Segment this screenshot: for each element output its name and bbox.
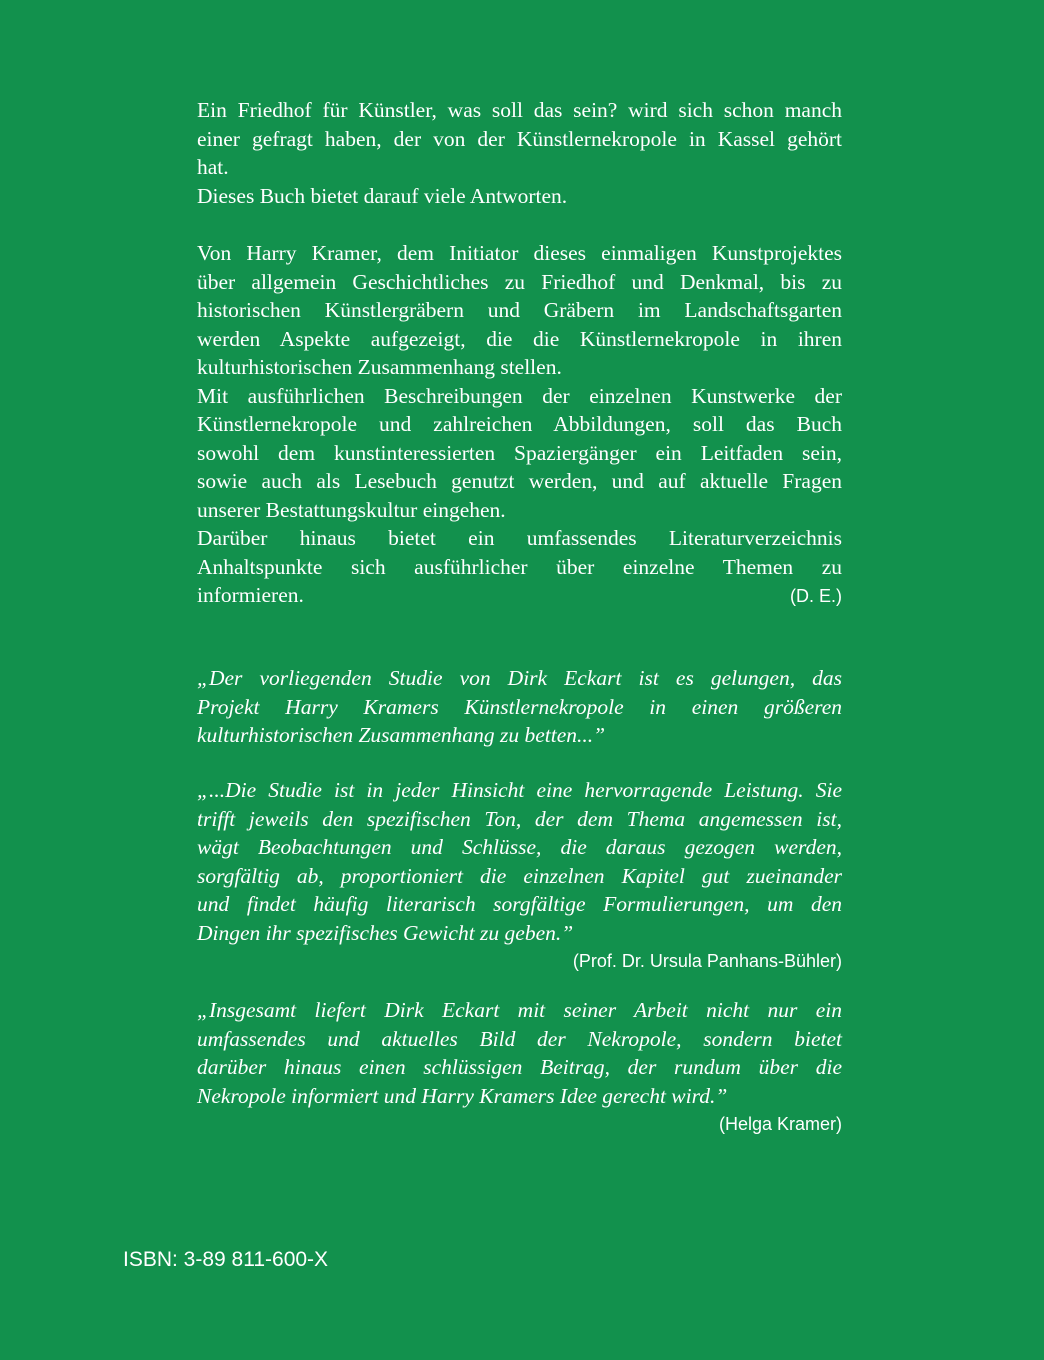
description-line: Von Harry Kramer, dem Initiator dieses einmaligen Kunstprojektes [197,241,842,265]
intro-line: hat. [197,155,229,179]
quote-line: „Der vorliegenden Studie von Dirk Eckart ist es gelungen, das [197,666,842,690]
description-line: historischen Künstlergräbern und Gräbern im Landschaftsgarten [197,298,842,322]
description-block [197,239,842,611]
quote-line: Dingen ihr spezifisches Gewicht zu geben.” [197,920,574,945]
quote-line: wägt Beobachtungen und Schlüsse, die daraus gezogen werden, [197,835,842,859]
description-line: Künstlernekropole und zahlreichen Abbildungen, soll das Buch [197,412,842,436]
quote-line: „Insgesamt liefert Dirk Eckart mit seiner Arbeit nicht nur ein [197,998,842,1022]
description-line: unserer Bestattungskultur eingehen. [197,497,506,522]
description-line: über allgemein Geschichtliches zu Friedhof und Denkmal, bis zu [197,269,842,294]
description-paragraph-3 [197,524,842,611]
intro-line: Ein Friedhof für Künstler, was soll das sein? wird sich schon manch [197,98,842,122]
description-line: informieren. [197,583,304,607]
review-quote-3 [197,996,842,1138]
review-quote-1 [197,664,842,750]
intro-paragraph [197,96,842,210]
quote-2-attribution: (Prof. Dr. Ursula Panhans-Bühler) [572,951,842,971]
description-line: werden Aspekte aufgezeigt, die die Künstlernekropole in ihren [197,326,842,351]
description-paragraph-2 [197,382,842,525]
quote-3-attribution: (Helga Kramer) [718,1114,842,1134]
quote-line: und findet häufig literarisch sorgfältige Formulierungen, um den [197,892,842,916]
author-initials: (D. E.) [790,586,842,606]
quote-line: darüber hinaus einen schlüssigen Beitrag, der rundum über die [197,1055,842,1079]
description-line: Anhaltspunkte sich ausführlicher über einzelne Themen zu [197,554,842,579]
quote-line: trifft jeweils den spezifischen Ton, der dem Thema angemessen ist, [197,806,842,831]
quote-line: sorgfältig ab, proportioniert die einzelnen Kapitel gut zueinander [197,863,842,888]
quote-line: kulturhistorischen Zusammenhang zu betten...” [197,723,606,747]
quote-line: Nekropole informiert und Harry Kramers Idee gerecht wird.” [197,1083,728,1108]
description-line: Mit ausführlichen Beschreibungen der einzelnen Kunstwerke der [197,383,842,408]
description-paragraph-1 [197,239,842,382]
intro-line: einer gefragt haben, der von der Künstlernekropole in Kassel gehört [197,126,842,151]
quote-line: „...Die Studie ist in jeder Hinsicht eine hervorragende Leistung. Sie [197,778,842,802]
description-line: sowie auch als Lesebuch genutzt werden, und auf aktuelle Fragen [197,469,842,493]
description-line: kulturhistorischen Zusammenhang stellen. [197,355,562,379]
description-last-line [197,581,842,611]
quote-line: umfassendes und aktuelles Bild der Nekropole, sondern bietet [197,1026,842,1051]
quote-line: Projekt Harry Kramers Künstlernekropole in einen größeren [197,694,842,719]
isbn-number: ISBN: 3-89 811-600-X [123,1248,329,1271]
description-line: Darüber hinaus bietet ein umfassendes Literaturverzeichnis [197,526,842,550]
description-line: sowohl dem kunstinteressierten Spaziergänger ein Leitfaden sein, [197,440,842,465]
intro-line: Dieses Buch bietet darauf viele Antworten. [197,183,568,208]
review-quote-2 [197,776,842,975]
